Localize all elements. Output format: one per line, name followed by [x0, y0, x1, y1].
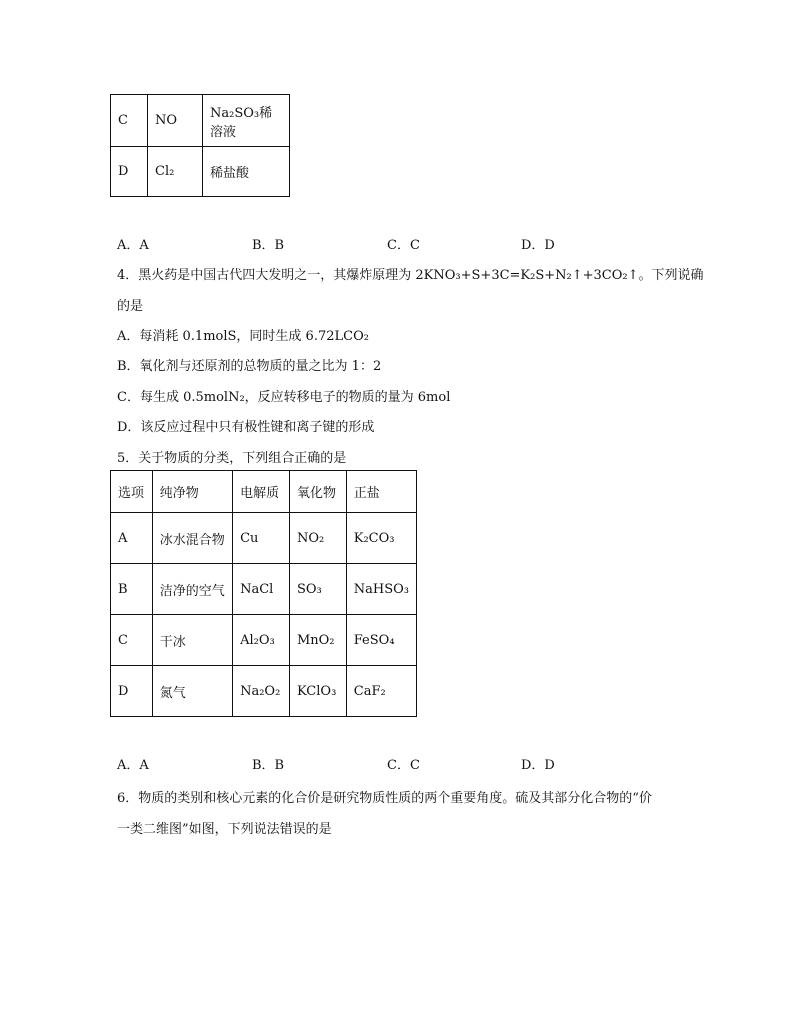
table-cell: A — [111, 513, 153, 564]
table-cell: D — [111, 666, 153, 717]
header-cell: 正盐 — [346, 471, 416, 513]
table-cell: C — [111, 615, 153, 666]
q5-stem: 5．关于物质的分类，下列组合正确的是 — [117, 451, 347, 466]
row-label: C — [111, 95, 148, 147]
q3-options — [117, 234, 677, 252]
reagent-cell: 稀盐酸 — [203, 147, 290, 197]
q4-stem-line1: 4．黑火药是中国古代四大发明之一，其爆炸原理为 2KNO₃+S+3C=K₂S+N₂↑+3CO₂↑。下列说确 — [117, 268, 704, 283]
table-cell: Al₂O₃ — [233, 615, 290, 666]
table-cell: NaHSO₃ — [346, 564, 416, 615]
table-cell: 洁净的空气 — [152, 564, 232, 615]
table-cell: 氮气 — [152, 666, 232, 717]
q5-table — [110, 470, 417, 717]
q4-option-b[interactable]: B．氧化剂与还原剂的总物质的量之比为 1：2 — [117, 359, 382, 374]
option-b[interactable]: B．B — [252, 238, 285, 253]
q6-stem-line2: 一类二维图”如图，下列说法错误的是 — [117, 822, 332, 837]
table-cell: CaF₂ — [346, 666, 416, 717]
q6-stem-line1: 6．物质的类别和核心元素的化合价是研究物质性质的两个重要角度。硫及其部分化合物的“价 — [117, 791, 652, 806]
header-cell: 电解质 — [233, 471, 290, 513]
option-c[interactable]: C．C — [387, 758, 420, 773]
row-label: D — [111, 147, 148, 197]
table-header-row — [111, 471, 417, 513]
table-cell: 干冰 — [152, 615, 232, 666]
option-b[interactable]: B．B — [252, 758, 285, 773]
table-cell: FeSO₄ — [346, 615, 416, 666]
header-cell: 选项 — [111, 471, 153, 513]
q3-table — [110, 94, 290, 197]
header-cell: 纯净物 — [152, 471, 232, 513]
q4-option-a[interactable]: A．每消耗 0.1molS，同时生成 6.72LCO₂ — [117, 329, 369, 344]
table-row — [111, 615, 417, 666]
option-d[interactable]: D．D — [521, 758, 555, 773]
reagent-cell: Na₂SO₃稀溶液 — [203, 95, 290, 147]
option-d[interactable]: D．D — [521, 238, 555, 253]
table-row — [111, 513, 417, 564]
option-a[interactable]: A．A — [117, 758, 149, 773]
q4-stem-line2: 的是 — [117, 299, 144, 314]
table-cell: Na₂O₂ — [233, 666, 290, 717]
table-row — [111, 147, 290, 197]
option-a[interactable]: A．A — [117, 238, 149, 253]
table-cell: K₂CO₃ — [346, 513, 416, 564]
table-cell: SO₃ — [289, 564, 346, 615]
table-cell: NO₂ — [289, 513, 346, 564]
q4-option-c[interactable]: C．每生成 0.5molN₂，反应转移电子的物质的量为 6mol — [117, 390, 451, 405]
gas-cell: NO — [148, 95, 203, 147]
table-cell: 冰水混合物 — [152, 513, 232, 564]
q4-option-d[interactable]: D．该反应过程中只有极性键和离子键的形成 — [117, 420, 375, 435]
table-row — [111, 666, 417, 717]
table-cell: Cu — [233, 513, 290, 564]
table-cell: B — [111, 564, 153, 615]
table-row — [111, 564, 417, 615]
gas-cell: Cl₂ — [148, 147, 203, 197]
option-c[interactable]: C．C — [387, 238, 420, 253]
header-cell: 氧化物 — [289, 471, 346, 513]
table-row — [111, 95, 290, 147]
q5-options — [117, 754, 677, 772]
table-cell: NaCl — [233, 564, 290, 615]
table-cell: MnO₂ — [289, 615, 346, 666]
table-cell: KClO₃ — [289, 666, 346, 717]
